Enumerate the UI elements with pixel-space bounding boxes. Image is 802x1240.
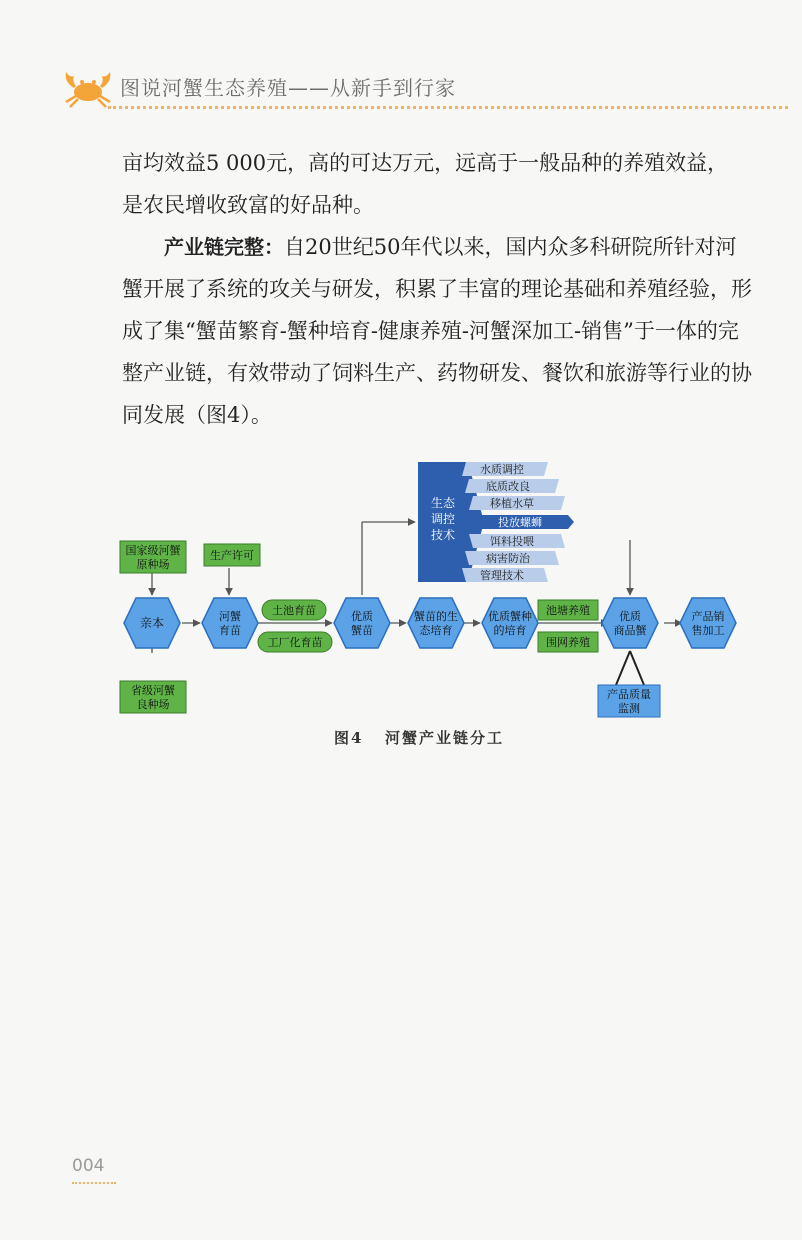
quality-monitoring-line-1: 产品质量 (607, 688, 651, 701)
page-header (60, 62, 760, 112)
quality-monitoring-line-2: 监测 (618, 702, 640, 715)
chain-node-xiaoshou-jiagong (680, 598, 736, 648)
pen-culture-box (538, 632, 598, 652)
header-divider (108, 106, 788, 109)
industry-chain-diagram (110, 455, 750, 725)
chain-node-qinben (124, 598, 180, 648)
figure-caption (0, 727, 802, 748)
chain-node-youzhi-xiemiao-line-1: 优质 (351, 610, 373, 623)
chain-node-xiezhong-peiyu-line-1: 优质蟹种 (488, 610, 532, 623)
eco-item-7: 管理技术 (480, 569, 524, 582)
factory-seedling-pill (258, 632, 332, 652)
chain-node-youzhi-xiemiao (334, 598, 390, 648)
production-permit-box (204, 544, 260, 566)
factory-seedling-label: 工厂化育苗 (267, 636, 323, 649)
figure-caption-text: 河蟹产业链分工 (385, 729, 505, 747)
chain-node-hexie-yumiao-line-1: 河蟹 (219, 610, 241, 623)
national-farm-line-1: 国家级河蟹 (125, 544, 181, 557)
eco-item-3: 移植水草 (490, 497, 534, 510)
figure-caption-label: 图4 (333, 729, 364, 747)
paragraph-2 (122, 226, 752, 436)
pond-seedling-label: 土池育苗 (272, 604, 316, 617)
chain-node-xiemiao-peiyu-line-2: 态培育 (419, 624, 453, 637)
chain-node-shangpinxie (602, 598, 658, 648)
eco-item-4: 投放螺蛳 (498, 516, 542, 529)
pond-culture-label: 池塘养殖 (546, 604, 590, 617)
quality-monitoring-box (598, 685, 660, 717)
chain-node-xiaoshou-jiagong-line-1: 产品销 (691, 610, 725, 623)
paragraph-1-line-1: 亩均效益5 000元，高的可达万元，远高于一般品种的养殖效益， (122, 151, 729, 175)
production-permit-label: 生产许可 (210, 549, 254, 562)
paragraph-2-lead: 产业链完整： (164, 235, 284, 259)
eco-block-label-line-2: 调控 (430, 512, 456, 526)
eco-item-1: 水质调控 (480, 463, 524, 476)
provincial-farm-line-1: 省级河蟹 (131, 684, 175, 697)
footer-divider (72, 1182, 116, 1184)
eco-control-block (418, 462, 574, 582)
chain-node-xiezhong-peiyu (482, 598, 538, 648)
eco-item-2: 底质改良 (486, 480, 530, 493)
paragraph-2-text: 自20世纪50年代以来，国内众多科研院所针对河蟹开展了系统的攻关与研发，积累了丰富的理论基础和养殖经验，形成了集“蟹苗繁育-蟹种培育-健康养殖-河蟹深加工-销售”于一体的完整产业链，有效带动了饲料生产、药物研发、餐饮和旅游等行业的协同发展（图4）。 (122, 235, 752, 427)
chain-node-youzhi-xiemiao-line-2: 蟹苗 (351, 624, 373, 637)
chain-node-shangpinxie-line-1: 优质 (619, 610, 641, 623)
national-farm-box (120, 541, 186, 573)
chain-node-xiaoshou-jiagong-line-2: 售加工 (691, 624, 725, 637)
provincial-farm-line-2: 良种场 (136, 698, 170, 711)
paragraph-1-line-2: 是农民增收致富的好品种。 (122, 193, 374, 217)
chain-node-hexie-yumiao-line-2: 育苗 (219, 624, 241, 637)
running-header-title: 图说河蟹生态养殖——从新手到行家 (120, 76, 456, 100)
chain-node-shangpinxie-line-2: 商品蟹 (613, 624, 647, 637)
chain-node-qinben-line-1: 亲本 (139, 616, 165, 630)
eco-block-label-line-3: 技术 (430, 528, 456, 542)
national-farm-line-2: 原种场 (136, 558, 170, 571)
pond-culture-box (538, 600, 598, 620)
pond-seedling-pill (262, 600, 326, 620)
chain-node-xiezhong-peiyu-line-2: 的培育 (493, 624, 527, 637)
provincial-farm-box (120, 681, 186, 713)
eco-block-label-line-1: 生态 (430, 496, 456, 510)
page-number: 004 (72, 1156, 105, 1176)
crab-icon (60, 66, 116, 110)
chain-node-xiemiao-peiyu (408, 598, 464, 648)
chain-node-xiemiao-peiyu-line-1: 蟹苗的生 (414, 610, 458, 623)
chain-node-hexie-yumiao (202, 598, 258, 648)
eco-item-5: 饵料投喂 (490, 535, 534, 548)
pen-culture-label: 围网养殖 (546, 636, 590, 649)
eco-item-6: 病害防治 (486, 552, 530, 565)
body-text (122, 142, 752, 436)
